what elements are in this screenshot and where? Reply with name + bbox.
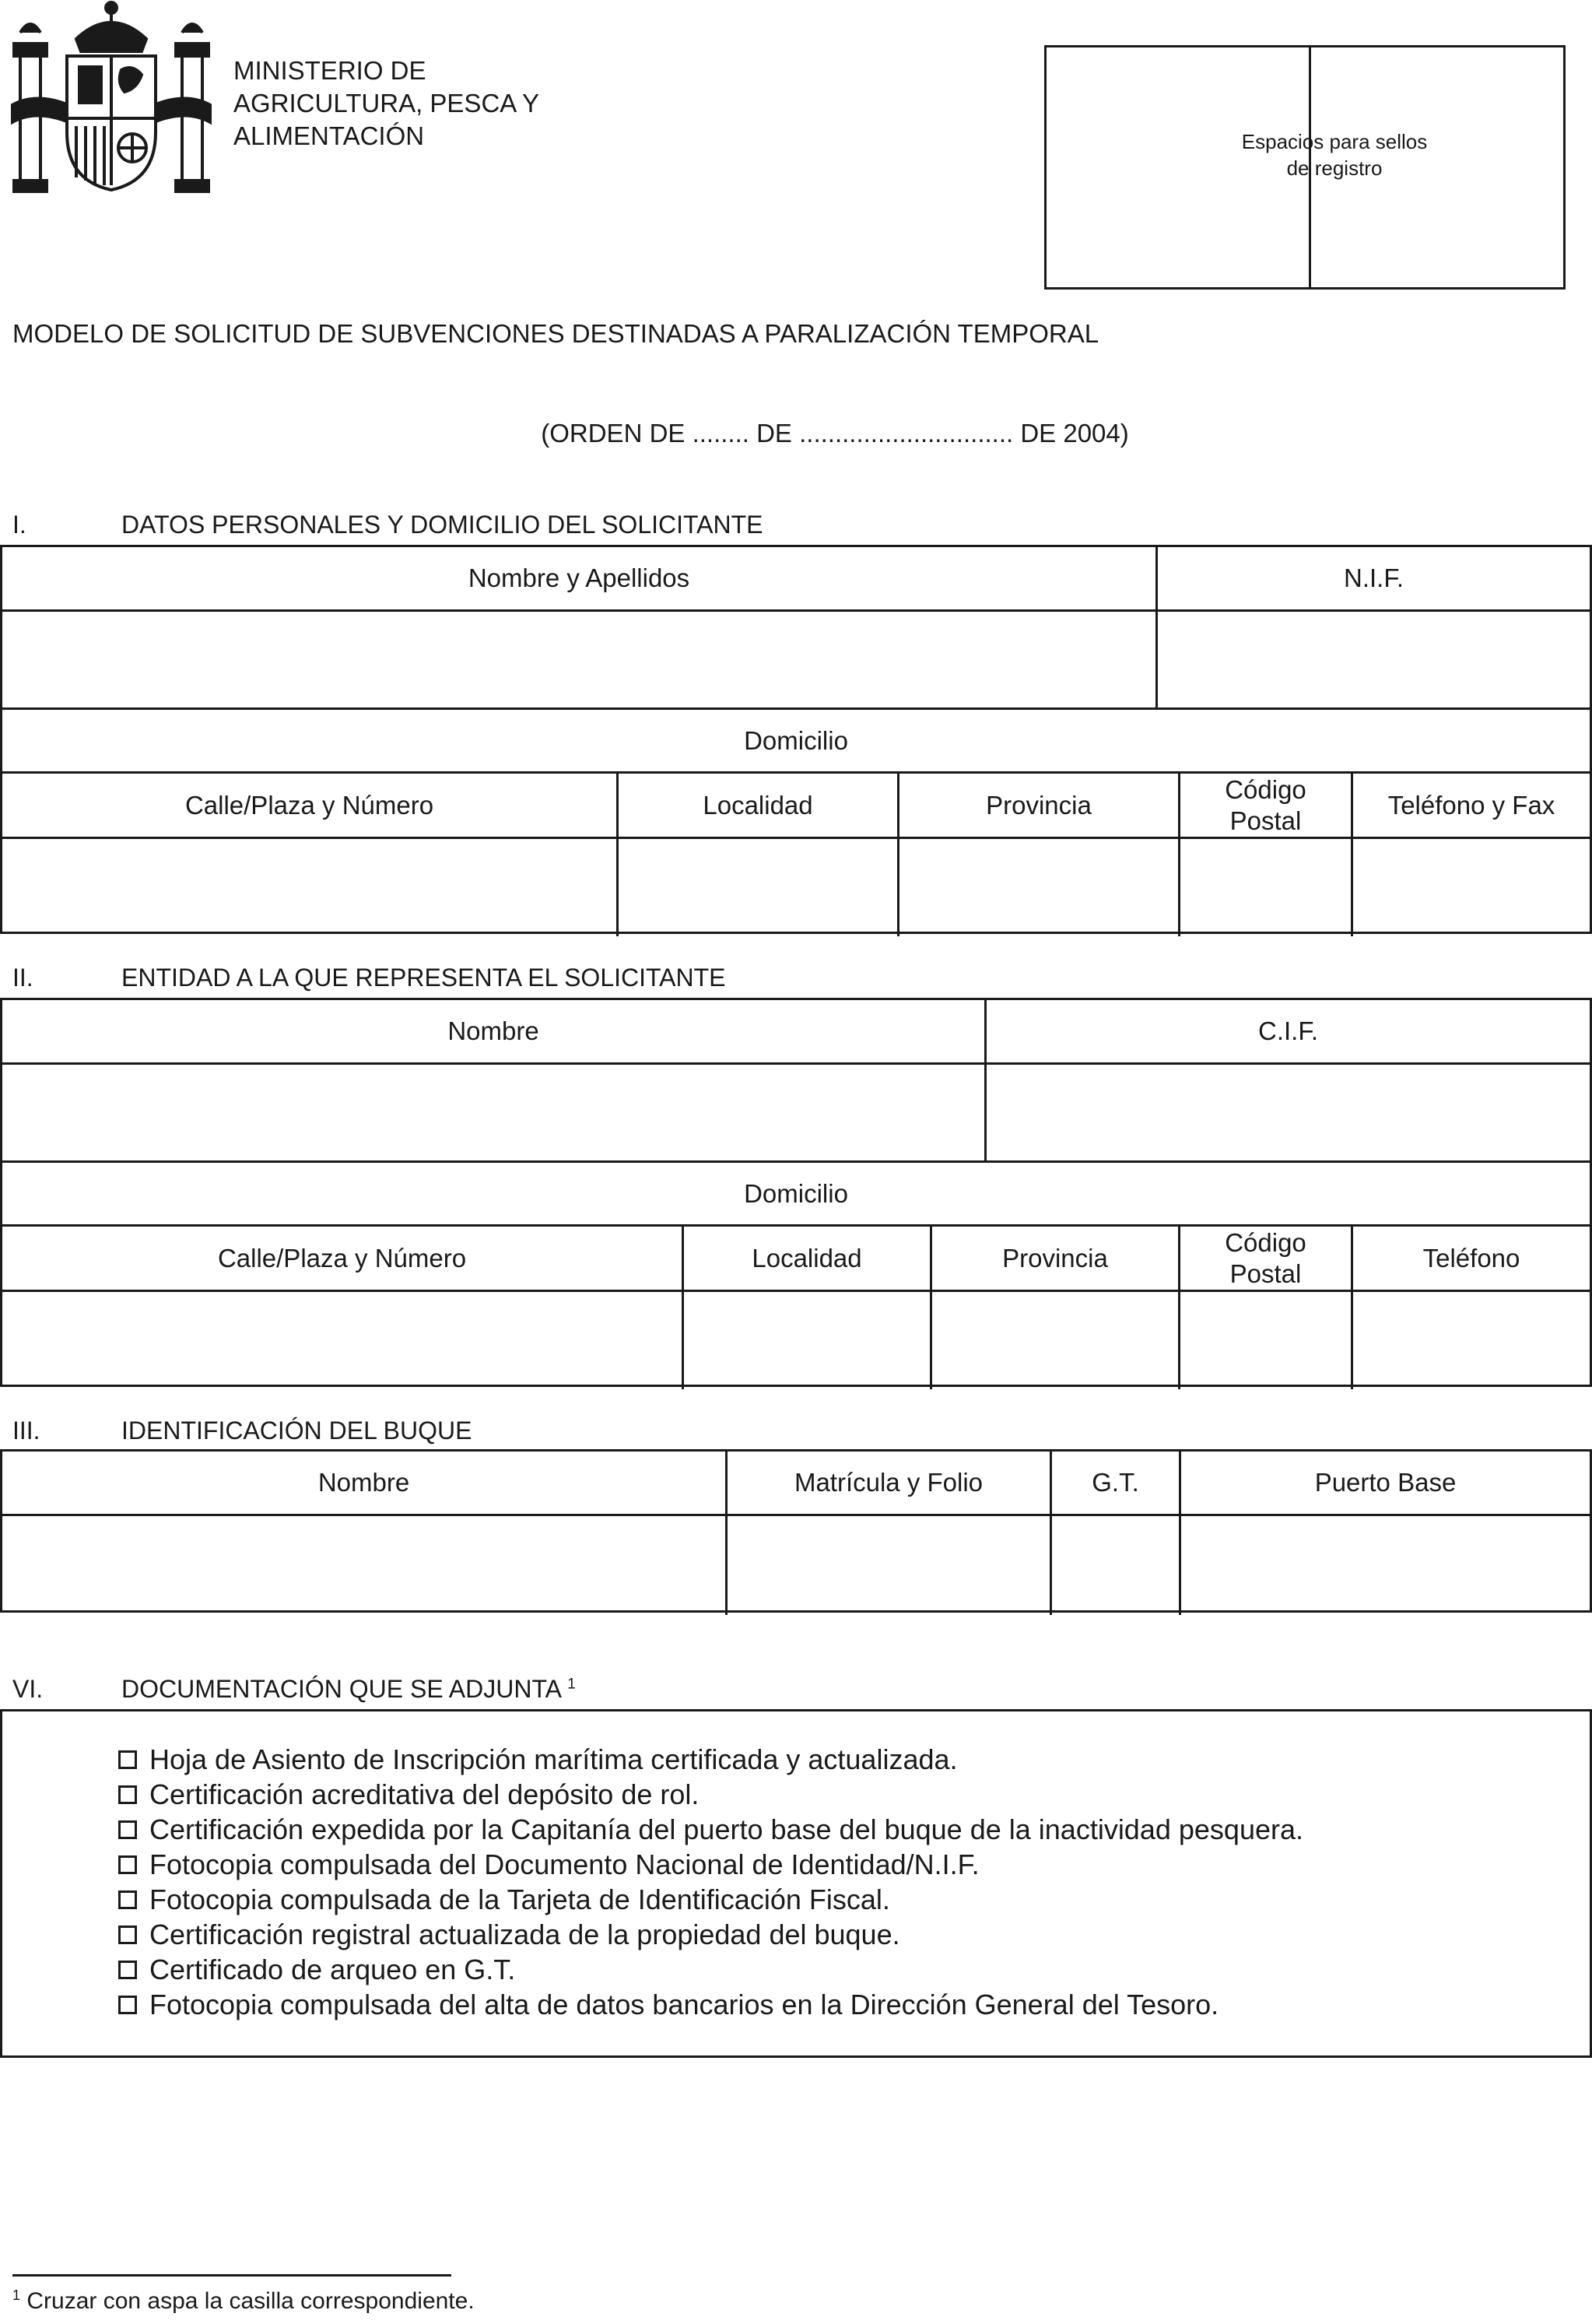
- cif-input[interactable]: [987, 1065, 1590, 1160]
- cif-label: C.I.F.: [1257, 1016, 1318, 1045]
- entity-postal-code-input[interactable]: [1180, 1292, 1351, 1385]
- ministry-line: AGRICULTURA, PESCA Y: [233, 89, 540, 118]
- name-label: Nombre y Apellidos: [468, 563, 690, 592]
- document-item[interactable]: [118, 1987, 1303, 2022]
- vessel-col-port: Puerto Base: [1314, 1468, 1457, 1497]
- coat-of-arms-emblem: [11, 0, 212, 195]
- document-item[interactable]: [118, 1742, 1303, 1777]
- entity-province-input[interactable]: [932, 1292, 1178, 1385]
- phone-fax-input[interactable]: [1353, 839, 1590, 932]
- nif-input[interactable]: [1158, 612, 1590, 707]
- entity-name-input[interactable]: [2, 1065, 984, 1160]
- document-item-label: Certificado de arqueo en G.T.: [149, 1954, 516, 1985]
- document-item-label: Hoja de Asiento de Inscripción marítima certificada y actualizada.: [149, 1743, 958, 1775]
- entity-col-locality: Localidad: [752, 1243, 862, 1273]
- entity-street-input[interactable]: [2, 1292, 682, 1385]
- stamp-label-line: Espacios para sellos: [1241, 130, 1428, 153]
- entity-col-province: Provincia: [1002, 1243, 1108, 1273]
- footnote-mark: 1: [12, 2287, 21, 2303]
- section-1-title: DATOS PERSONALES Y DOMICILIO DEL SOLICITANTE: [121, 511, 763, 539]
- section-4-number: VI.: [12, 1675, 44, 1703]
- col-street: Calle/Plaza y Número: [184, 790, 434, 820]
- document-item-label: Fotocopia compulsada de la Tarjeta de Identificación Fiscal.: [149, 1883, 890, 1915]
- entity-col-phone: Teléfono: [1422, 1243, 1520, 1273]
- entity-domicilio-label: Domicilio: [744, 1178, 848, 1208]
- vessel-gt-input[interactable]: [1052, 1516, 1179, 1610]
- document-item[interactable]: [118, 1812, 1303, 1847]
- ministry-line: MINISTERIO DE: [233, 56, 426, 85]
- registry-stamp-box: [1044, 45, 1566, 290]
- section-3-table: [0, 1449, 1592, 1613]
- section-1-table: [0, 545, 1592, 934]
- col-phone-fax: Teléfono y Fax: [1387, 790, 1555, 820]
- document-item[interactable]: [118, 1882, 1303, 1917]
- col-postal-code: Código Postal: [1225, 774, 1306, 835]
- footnote-ref: 1: [567, 1676, 576, 1693]
- domicilio-label: Domicilio: [744, 725, 848, 755]
- checkbox[interactable]: [118, 1855, 137, 1874]
- checkbox[interactable]: [118, 1785, 137, 1804]
- locality-input[interactable]: [619, 839, 897, 932]
- document-item[interactable]: [118, 1847, 1303, 1882]
- document-item-label: Fotocopia compulsada del alta de datos bancarios en la Dirección General del Tesoro.: [149, 1989, 1219, 2020]
- ministry-name: [233, 54, 539, 153]
- vessel-name-input[interactable]: [2, 1516, 725, 1610]
- order-reference: [0, 419, 1592, 448]
- entity-phone-input[interactable]: [1353, 1292, 1590, 1385]
- vessel-port-input[interactable]: [1181, 1516, 1590, 1610]
- checkbox[interactable]: [118, 1890, 137, 1909]
- checkbox[interactable]: [118, 1961, 137, 1979]
- province-input[interactable]: [899, 839, 1178, 932]
- stamp-label-line: de registro: [1286, 156, 1383, 180]
- section-1-number: I.: [12, 511, 26, 539]
- document-item-label: Fotocopia compulsada del Documento Nacional de Identidad/N.I.F.: [149, 1848, 980, 1880]
- entity-locality-input[interactable]: [684, 1292, 930, 1385]
- section-4-title-text: DOCUMENTACIÓN QUE SE ADJUNTA: [121, 1675, 561, 1703]
- footnote-rule: [12, 2274, 451, 2277]
- checkbox[interactable]: [118, 1820, 137, 1839]
- checkbox[interactable]: [118, 1926, 137, 1944]
- section-4-title: [121, 1675, 576, 1704]
- document-item-label: Certificación registral actualizada de la propiedad del buque.: [149, 1919, 900, 1950]
- nif-label: N.I.F.: [1343, 563, 1404, 592]
- order-reference-text: (ORDEN DE ........ DE .............................. DE 2004): [541, 419, 1129, 448]
- postal-code-input[interactable]: [1180, 839, 1351, 932]
- section-3-title: IDENTIFICACIÓN DEL BUQUE: [121, 1417, 472, 1445]
- stamp-label: [1218, 128, 1451, 181]
- footnote-text: Cruzar con aspa la casilla correspondiente.: [26, 2288, 475, 2314]
- documents-checklist: [118, 1742, 1303, 2022]
- col-locality: Localidad: [703, 790, 813, 820]
- vessel-registration-input[interactable]: [728, 1516, 1050, 1610]
- vessel-col-name: Nombre: [317, 1468, 410, 1497]
- checkbox[interactable]: [118, 1750, 137, 1769]
- vessel-col-registration: Matrícula y Folio: [794, 1468, 984, 1497]
- section-2-number: II.: [12, 964, 33, 992]
- col-province: Provincia: [986, 790, 1092, 820]
- document-item[interactable]: [118, 1777, 1303, 1812]
- entity-col-postal-code: Código Postal: [1225, 1227, 1306, 1288]
- form-title: MODELO DE SOLICITUD DE SUBVENCIONES DESTINADAS A PARALIZACIÓN TEMPORAL: [12, 319, 1099, 348]
- document-item-label: Certificación acreditativa del depósito de rol.: [149, 1778, 700, 1810]
- footnote: [12, 2288, 475, 2315]
- document-item-label: Certificación expedida por la Capitanía del puerto base del buque de la inactividad pesquera.: [149, 1813, 1303, 1845]
- entity-name-label: Nombre: [447, 1016, 539, 1045]
- street-input[interactable]: [2, 839, 616, 932]
- name-input[interactable]: [2, 612, 1155, 707]
- document-item[interactable]: [118, 1917, 1303, 1952]
- vessel-col-gt: G.T.: [1092, 1468, 1139, 1497]
- ministry-line: ALIMENTACIÓN: [233, 121, 425, 150]
- section-3-number: III.: [12, 1417, 40, 1445]
- section-2-title: ENTIDAD A LA QUE REPRESENTA EL SOLICITANTE: [121, 964, 726, 992]
- document-item[interactable]: [118, 1952, 1303, 1987]
- section-2-table: [0, 998, 1592, 1387]
- entity-col-street: Calle/Plaza y Número: [217, 1243, 467, 1273]
- checkbox[interactable]: [118, 1996, 137, 2014]
